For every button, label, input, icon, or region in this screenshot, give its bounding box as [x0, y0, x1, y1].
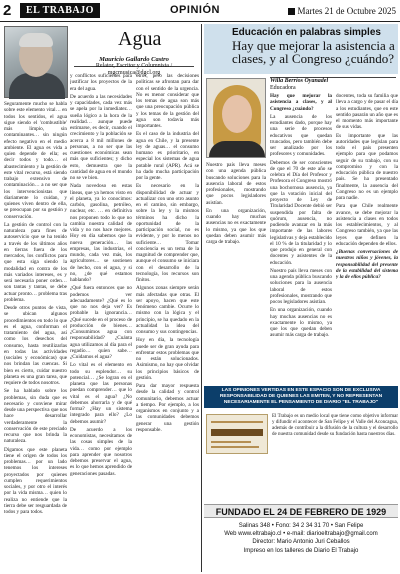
article-kicker-right: Educación en palabras simples [232, 27, 381, 38]
author-name-left: Mauricio Gallardo Castro [99, 56, 169, 63]
about-text: El Trabajo es un medio local que tiene como objetivo informar y difundir el acontecer de San Felipe y el Valle del Aconcagua, además de contribuir a la difusión de la cultura y el desarrollo de nuestra comunidad desde su fundación hasta nuestros días. [272, 414, 398, 437]
contact-info [204, 522, 398, 555]
article-title-right: Hay que mejorar la asistencia a clases, y al Congreso ¿cuándo? [232, 38, 395, 66]
issue-date: Martes 21 de Octubre 2025 [288, 6, 396, 16]
column-divider [201, 24, 202, 572]
article-title-left: Agua [118, 28, 162, 50]
article-column-3: otros, pero las decisiones políticas se afrontan para dar con el sentido de la urgencia. No es menor considerar que los temas de agua son más que una preocupación pública y los temas de la gestión del agua son todavía más importantes. Es el caso de la industria del agua en Chile, y la presente ley de aguas… el consumo humano es prioritario, en especial los sistemas de agua potable rural (APR). Acá se ha dado mucha participación por la gente. Es necesario en la disponibilidad de actuar y actualizar con uno otro asunto en el camino, sin embargo, sobre la ley y la mismos términos ha dicho la oportunidad de la participación social, no es evidente, y por lo menos no suficiente… Tomar conciencia es un tema de la magnitud de comprender que, aunque el consumo se iniciara con el desarrollo de la tecnología, los recursos son finitos. Algunos zonas siempre serán más afectadas que otras. El ser apoyo, hacen que este fenómeno cambie. Ocurre lo mismo con la lógica y el principio, se ha quedado en la actualidad la idea del consumo y sus contingencias. Hoy en día, la tecnología puede ser de gran ayuda para enfrentar estos problemas que no están solucionados. Asimismo, no hay que olvidar los principios básicos de gestión. Para dar mayor respuesta desde la calidad y control comunitario, debemos actuar a tiempo. Por ejemplo, a los organismos en conjunto y a las comunidades debemos generar una gestión responsable. [136, 73, 199, 433]
article-column-2: y conflictos suficientes para justificar los proyectos de la era del agua. De acuerdo a las necesidades y capacidades, cada vez más se apela por la inmediatez… sueña lógico a la hora de la realidad… aunque puede estimarse, es decir, cuando el crecimiento y la población se acerca a 8 mil millones de personas, a no ser que las cuestiones económicas sean más que suficientes; y dicho esto, demuestra que la cantidad de agua en el mundo no se ve bien. Nada novedoso en estas líneas, que ya hemos visto en el planeta, ya lo conocimos: carbón, gasolina, petróleo, nuclear, etc. … en definitiva nos proponen todo lo que no cambia nuestra calidad de vida y no nos hace mejores. Hoy en día sabemos que la nueva generación… las empresas, las industrias, el mundo, cada vez más, los agricultores… se sostienen de hecho, con el agua, y si no, ¿de qué estamos hablando? ¿Qué fuera entonces que no podemos ver adecuadamente? ¿Qué es lo que no nos deja ver? Es probable la ignorancia… ¿Qué sucede en el proceso de producción de bienes… ¿Consumimos agua con responsabilidad? ¿Cuánta agua utilizamos al día para el regadío… quien sabe… ¿Cuidamos el agua? Lo vital es el elemento en todo su esplendor… su potencial… ¿Se logran en el planeta que las personas puedan comprender… que lo vital es el agua? ¿No debemos ahorrarla y de qué forma? ¿Hay un sistema integrado para ello? ¿Lo debemos asumir? De acuerdo a los economistas, necesitamos de las cosas simples de la vida… como por ejemplo para aprender que nosotros debemos preservar el agua, es lo que hemos aprendido de generaciones pasadas. [70, 73, 132, 477]
disclaimer-banner: LAS OPINIONES VERTIDAS EN ESTE ESPACIO SON DE EXCLUSIVA RESPONSABILIDAD DE QUIENES LAS EMITEN, Y NO REPRESENTAN NECESARIAMENTE EL PENSAMIENTO DE DIARIO "EL TRABAJO" [204, 386, 398, 408]
author-name-right: Willa Berrios Oyanadel [270, 78, 329, 84]
page-number: 2 [3, 2, 12, 19]
article-column-1: Seguramente mucho se habla sobre este elemento vital… en todos los sentidos, el agua sigue siendo el 'combustible' más limpio, sin contaminantes… sin ningún efecto negativo en el medio ambiente. El agua es vida a quien depende de ella; es decir todos y todo… el abastecimiento y la gestión de este vital recurso, está siendo trabajo extensivo de contaminación… a no ser que los intervencionistas que diariamente lo cuidan, y quienes viven dentro de ella, se preocupan por su gestión y conservación. La gestión de control con la naturaleza para fines de autoservicio que se ha tenido a través de los últimos años en tierras fuera de los mercados, los conflictos para que esta siga siendo la modalidad en contra de los más variados intereses, es y será necesaria poner orden… son tantas y tantas, se debe actuar pronto… problema tras problema. Desde otros puntos de vista, se ubican algunos procedimientos en todo lo que es el agua, conforman el tratamiento del agua, así como los desechos del consumo, hasta reutilizarlas en todas las actividades (sociales y económicas) que nos brindan las cuencas. Si bien es cierto, cuidar nuestro planeta es una gran tarea, que requiere de todos nosotros. Se ha hablado sobre los problemas, sin duda que es necesario y conviene mirar desde una perspectiva que nos hace desarrollar verdaderamente la conservación de este preciado recurso que nos brinda la naturaleza. Digamos que este planeta tiene el origen de todos los problemas… por un lado tenemos los intereses proyectados por quienes cumplen requerimientos sociales, y por otro el interés por la vida misma… quien lo realiza no entiende que la tierra debe ser resguardada de todos y para todos. [4, 101, 67, 515]
director: Director: Mario Antonio Juri Ceballos [252, 539, 350, 546]
page-header [0, 0, 400, 22]
byline-right [270, 78, 328, 92]
newspaper-image [206, 414, 268, 454]
date-square-icon [288, 8, 295, 15]
web-email: Web www.eltrabajo.cl • e-mail: diarioeltrabajo@gmail.com [224, 531, 378, 538]
printer: Impreso en los talleres de Diario El Trabajo [243, 547, 359, 554]
pull-quote: ¿Buenas conversaciones de nuestros niños y jóvenes, la responsabilidad del presente de la estabilidad del sistema y la de ellos pública? [336, 249, 398, 280]
author-photo-right [206, 78, 266, 158]
article-column-4b: Nuestro país lleva meses con una agenda pública buscando soluciones para la ausencia laboral de estos profesionales, mostrando que pocos legisladores asistían. En una organización, cuando hay muchas ausencias no es exactamente lo mismo, ya que los que quedan deben asumir más carga de trabajo. [206, 162, 266, 245]
article-column-4: Hay que mejorar la asistencia a clases, y al Congreso ¿cuándo? La ausencia de los estudiantes dado, porque hay una serie de procesos educativos que quedan truncados, pero también debe ser analizado por los profesores y comunidades. Debemos de ser conscientes de que el 70 de este año se celebra el Día del Profesor y Profesora el Congreso mostró una bochornosa ausencia, ya que la votación inicial del proyecto de Ley de Titularidad Docente debió ser suspendida por falta de quórum, ausencia, no pudiendo avanzar en la más importante de las labores legislativas y deja establecido el 10 % de la titularidad y lo que produjo en general con docentes y asistentes de la educación. Nuestro país lleva meses con una agenda pública buscando soluciones para la ausencia laboral de estos profesionales, mostrando que pocos legisladores asistían. En una organización, cuando hay muchas ausencias no es exactamente lo mismo, ya que los que quedan deben asumir más carga de trabajo. [270, 93, 332, 339]
founded-banner: FUNDADO EL 24 DE FEBRERO DE 1929 [204, 504, 398, 518]
paper-logo: EL TRABAJO [20, 3, 100, 18]
section-title: OPINIÓN [170, 4, 220, 16]
author-photo-left [4, 26, 68, 98]
address: Salinas 348 • Fono: 34 2 34 31 70 • San Felipe [238, 523, 364, 529]
article-column-5: docentes, toda su familia que lleva a cargo y de pasar el día a los estudiantes, que en este sentido pasarán un año que es el momento más importante de sus vidas. Es importante que las autoridades que legislan para todo el país presenten ejemplo para que podamos seguir de su trabajo, con su compromiso y con la educación pública de nuestro país. Se ha presentado finalmente, la ausencia del Congreso no es un ejemplo para nadie. Para que Chile realmente avance, se debe mejorar la asistencia a clases en todos los establecimientos, y al Congreso también, ya que las leyes que definen la educación dependen de ellos. ¿Buenas conversaciones de nuestros niños y jóvenes, la responsabilidad del presente de la estabilidad del sistema y la de ellos pública? [336, 93, 398, 280]
author-role-left: Relator, Escritor y Columnista / mgcmusica@dgcl.org [95, 63, 173, 76]
author-role-right: Educadora [270, 85, 296, 91]
